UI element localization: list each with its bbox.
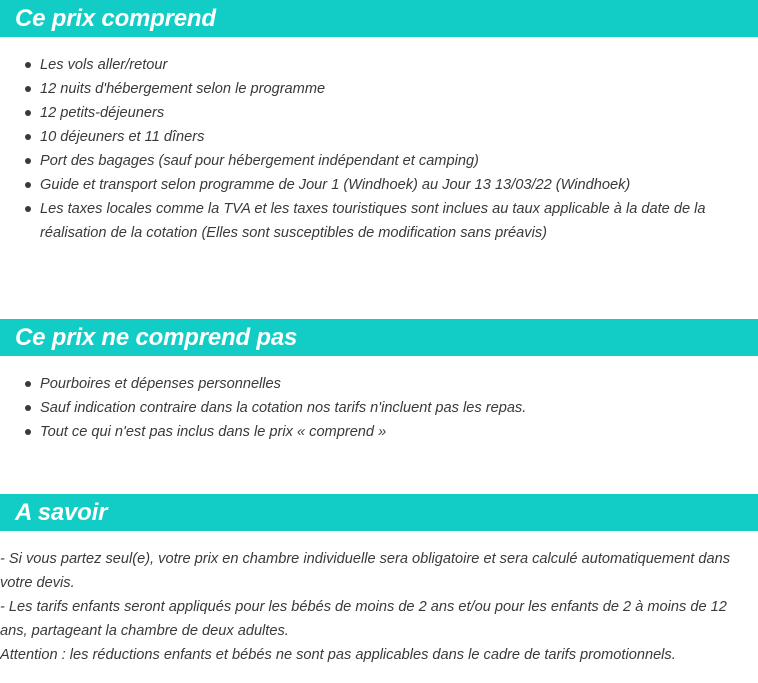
list-item: Les taxes locales comme la TVA et les taxes touristiques sont inclues au taux applicable à la date de la réalisation de la cotation (Elles sont susceptibles de modification sans préavis) [0,197,758,245]
excluded-list [0,372,758,444]
list-item: Pourboires et dépenses personnelles [0,372,758,396]
know-paragraph-attention: Attention : les réductions enfants et bébés ne sont pas applicables dans le cadre de tarifs promotionnels. [0,647,676,663]
list-item: 12 nuits d'hébergement selon le programme [0,77,758,101]
section-header-know [0,494,758,531]
list-item: Tout ce qui n'est pas inclus dans le prix « comprend » [0,420,758,444]
know-text-block [0,547,754,667]
list-item: Port des bagages (sauf pour hébergement indépendant et camping) [0,149,758,173]
section-header-included [0,0,758,37]
included-list [0,53,758,245]
section-title-know: A savoir [15,499,108,526]
list-item: Les vols aller/retour [0,53,758,77]
list-item: 12 petits-déjeuners [0,101,758,125]
section-title-included: Ce prix comprend [15,5,216,32]
section-title-excluded: Ce prix ne comprend pas [15,324,298,351]
section-header-excluded [0,319,758,356]
list-item: 10 déjeuners et 11 dîners [0,125,758,149]
list-item: Guide et transport selon programme de Jour 1 (Windhoek) au Jour 13 13/03/22 (Windhoek) [0,173,758,197]
list-item: Sauf indication contraire dans la cotation nos tarifs n'incluent pas les repas. [0,396,758,420]
know-paragraph-solo: - Si vous partez seul(e), votre prix en chambre individuelle sera obligatoire et sera calculé automatiquement dans votre devis. [0,551,731,591]
know-paragraph-children: - Les tarifs enfants seront appliqués pour les bébés de moins de 2 ans et/ou pour les enfants de 2 à moins de 12 ans, partageant la chambre de deux adultes. [0,599,727,639]
